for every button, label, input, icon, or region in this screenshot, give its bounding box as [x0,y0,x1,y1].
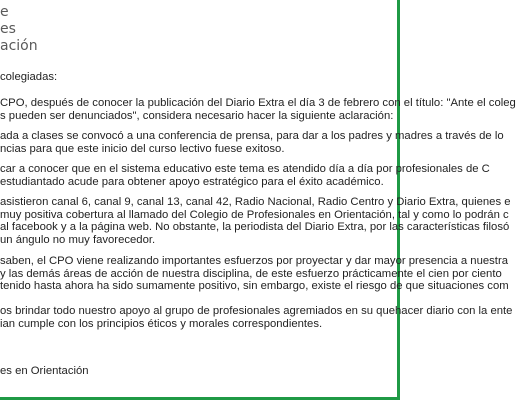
paragraph-3 [0,163,490,188]
paragraph-1 [0,97,516,122]
paragraph-line: ian cumple con los principios éticos y morales correspondientes. [0,317,323,330]
letterhead-text [0,4,38,55]
paragraph-2 [0,130,504,155]
paragraph-4 [0,196,511,246]
letterhead-line: e [0,4,9,20]
paragraph-line: ncias para que este inicio del curso lectivo fuese exitoso. [0,142,285,155]
paragraph-line: muy positiva cobertura al llamado del Colegio de Profesionales en Orientación, tal y como lo podrán c [0,208,509,221]
letterhead-line: es [0,21,16,37]
paragraph-line: estudiantado acude para obtener apoyo estratégico para el éxito académico. [0,175,384,188]
paragraph-line: asistieron canal 6, canal 9, canal 13, canal 42, Radio Nacional, Radio Centro y Diario Extra, quienes e [0,196,511,208]
paragraph-line: CPO, después de conocer la publicación del Diario Extra el día 3 de febrero con el título: "Ante el coleg [0,97,516,109]
greeting [0,71,398,84]
paragraph-line: un ángulo no muy favorecedor. [0,233,156,246]
paragraph-line: s pueden ser denunciados", considera necesario hacer la siguiente aclaración: [0,109,394,122]
letterhead-line: ación [0,38,38,54]
paragraph-line: tenido hasta ahora ha sido sumamente positivo, sin embargo, existe el riesgo de que situaciones com [0,280,509,293]
paragraph-line: saben, el CPO viene realizando importantes esfuerzos por proyectar y dar mayor presencia a nuestra [0,255,508,267]
paragraph-line: al facebook y a la página web. No obstante, la periodista del Diario Extra, por las características filosó [0,221,510,234]
paragraph-5 [0,255,509,293]
greeting-text: colegiadas: [0,71,58,83]
paragraph-line: ada a clases se convocó a una conferencia de prensa, para dar a los padres y madres a través de lo [0,130,504,142]
signature-text: es en Orientación [0,365,89,377]
paragraph-line: os brindar todo nuestro apoyo al grupo de profesionales agremiados en su quehacer diario con la ente [0,305,513,317]
paragraph-line: y las demás áreas de acción de nuestra disciplina, de este esfuerzo prácticamente el cien por ciento [0,267,502,280]
paragraph-line: car a conocer que en el sistema educativo este tema es atendido día a día por profesionales de C [0,163,490,175]
paragraph-6 [0,305,513,330]
signature [0,365,398,378]
